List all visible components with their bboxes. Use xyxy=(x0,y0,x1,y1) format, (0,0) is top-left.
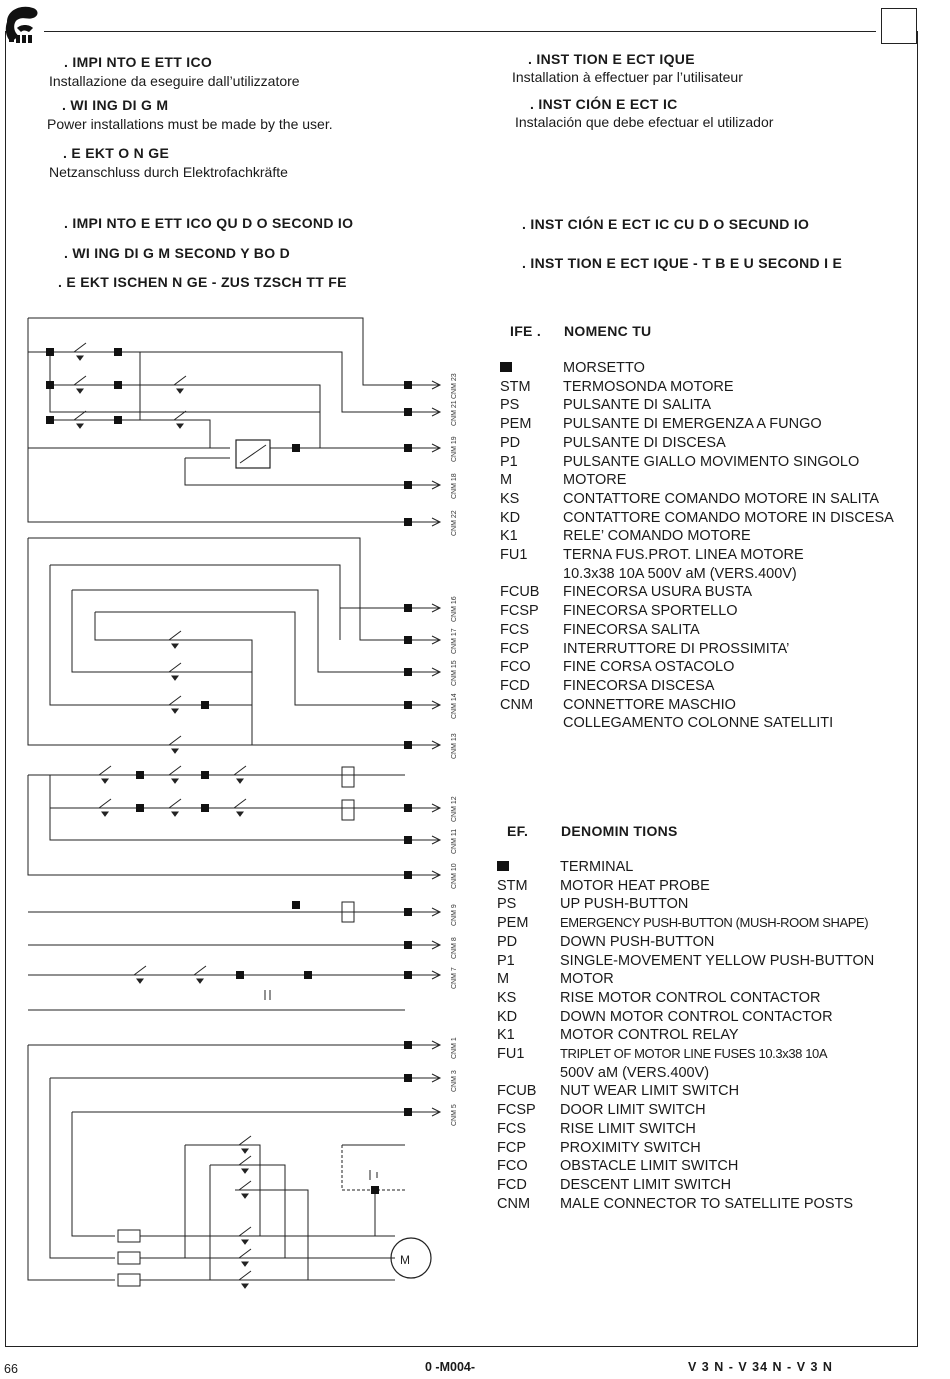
legend-code: FU1 xyxy=(497,1046,525,1063)
pin-label: CNM 22 xyxy=(451,510,458,536)
header-es-title: . INST CIÓN E ECT IC xyxy=(530,96,678,112)
legend-name: EMERGENCY PUSH-BUTTON (MUSH-ROOM SHAPE) xyxy=(560,915,869,931)
legend-name: MOTORE xyxy=(563,472,627,489)
legend-name: MORSETTO xyxy=(563,360,645,376)
switch-contact xyxy=(239,1249,251,1258)
terminal-block xyxy=(404,444,412,452)
footer-document-code: 0 -M004- xyxy=(425,1360,476,1374)
pin-label: CNM 17 xyxy=(451,628,458,654)
terminal-block xyxy=(114,348,122,356)
header-fr-title: . INST TION E ECT IQUE xyxy=(528,51,695,67)
legend-name: FINECORSA SALITA xyxy=(563,621,700,638)
legend-name: FINECORSA SPORTELLO xyxy=(563,603,738,620)
legend-name: SINGLE-MOVEMENT YELLOW PUSH-BUTTON xyxy=(560,952,875,969)
legend-name: RISE MOTOR CONTROL CONTACTOR xyxy=(560,989,821,1006)
switch-contact xyxy=(239,1181,251,1190)
legend-name: DOWN MOTOR CONTROL CONTACTOR xyxy=(560,1008,833,1025)
motor-label: M xyxy=(400,1253,410,1267)
pin-label: CNM 3 xyxy=(451,1070,458,1092)
schematic-terminals xyxy=(46,348,412,1194)
pin-label: CNM 23 xyxy=(451,373,458,399)
legend-en-head-ref: EF. xyxy=(507,823,529,839)
legend-name: PROXIMITY SWITCH xyxy=(560,1139,701,1156)
legend-name: 10.3x38 10A 500V aM (VERS.400V) xyxy=(563,565,797,582)
legend-name: DOOR LIMIT SWITCH xyxy=(560,1102,706,1119)
terminal-block xyxy=(46,348,54,356)
footer-model-list: V 3 N - V 34 N - V 3 N xyxy=(688,1360,833,1374)
switch-contact xyxy=(169,631,181,640)
legend-name: MOTOR CONTROL RELAY xyxy=(560,1027,739,1044)
legend-code: FCSP xyxy=(497,1102,536,1119)
legend-name: RELE’ COMANDO MOTORE xyxy=(563,528,751,545)
pin-label: CNM 19 xyxy=(451,436,458,462)
legend-name: DOWN PUSH-BUTTON xyxy=(560,933,715,950)
switch-contact xyxy=(169,663,181,672)
legend-code: FCS xyxy=(500,621,529,638)
terminal-block xyxy=(404,381,412,389)
switch-contact xyxy=(239,1156,251,1165)
header-it-title: . IMPI NTO E ETT ICO xyxy=(64,54,213,70)
legend-name: UP PUSH-BUTTON xyxy=(560,896,689,913)
legend-code: FCD xyxy=(497,1176,527,1193)
header-fr-subtitle: Installation à effectuer par l’utilisateur xyxy=(512,69,743,85)
legend-code: M xyxy=(500,472,513,489)
legend-code: FU1 xyxy=(500,547,528,564)
terminal-block xyxy=(404,1108,412,1116)
legend-code: PS xyxy=(500,397,520,414)
terminal-block xyxy=(114,381,122,389)
header-de-title: . E EKT O N GE xyxy=(63,145,170,161)
legend-code: FCO xyxy=(500,659,531,676)
legend-code: FCP xyxy=(500,640,529,657)
pin-label: CNM 9 xyxy=(451,904,458,926)
pin-label: CNM 1 xyxy=(451,1037,458,1059)
pin-label: CNM 18 xyxy=(451,473,458,499)
legend-code: FCS xyxy=(497,1120,526,1137)
switch-contact xyxy=(169,799,181,808)
schematic-components xyxy=(118,440,431,1286)
legend-code: FCD xyxy=(500,677,530,694)
legend-en-head-name: DENOMIN TIONS xyxy=(561,823,678,839)
legend-name: MOTOR xyxy=(560,971,614,988)
terminal-block xyxy=(404,971,412,979)
legend-code: PEM xyxy=(500,416,532,433)
section-title-en: . WI ING DI G M SECOND Y BO D xyxy=(64,245,290,261)
pin-label: CNM 15 xyxy=(451,660,458,686)
legend-name: 500V aM (VERS.400V) xyxy=(560,1064,710,1081)
legend-name: TERMINAL xyxy=(560,859,634,875)
legend-code: FCUB xyxy=(500,584,540,601)
legend-name: CONTATTORE COMANDO MOTORE IN DISCESA xyxy=(563,509,894,526)
legend-it-head-name: NOMENC TU xyxy=(564,323,652,339)
switch-contact xyxy=(234,766,246,775)
terminal-block xyxy=(404,408,412,416)
terminal-block xyxy=(46,416,54,424)
legend-code: KD xyxy=(497,1008,518,1025)
legend-code: KS xyxy=(497,989,517,1006)
pin-label: CNM 13 xyxy=(451,733,458,759)
legend-name: PULSANTE DI SALITA xyxy=(563,397,711,414)
schematic-wires xyxy=(28,318,405,1280)
legend-code: FCSP xyxy=(500,603,539,620)
legend-name: FINE CORSA OSTACOLO xyxy=(563,659,735,676)
terminal-block xyxy=(404,836,412,844)
terminal-block xyxy=(136,771,144,779)
legend-name: PULSANTE DI DISCESA xyxy=(563,434,726,451)
legend-code: PEM xyxy=(497,915,529,932)
legend-name: CONNETTORE MASCHIO xyxy=(563,696,736,713)
header-it-subtitle: Installazione da eseguire dall’utilizzatore xyxy=(49,73,300,89)
switch-contact xyxy=(234,799,246,808)
legend-code: K1 xyxy=(500,528,518,545)
switch-contact xyxy=(134,966,146,975)
terminal-block xyxy=(136,804,144,812)
legend-code: KD xyxy=(500,509,521,526)
legend-name: TERNA FUS.PROT. LINEA MOTORE xyxy=(563,547,804,564)
terminal-block xyxy=(292,444,300,452)
legend-name: FINECORSA USURA BUSTA xyxy=(563,584,753,601)
terminal-block xyxy=(404,701,412,709)
legend-name: OBSTACLE LIMIT SWITCH xyxy=(560,1158,739,1175)
terminal-block xyxy=(371,1186,379,1194)
switch-contact xyxy=(194,966,206,975)
legend-code: CNM xyxy=(497,1195,531,1212)
legend-code: PD xyxy=(497,933,518,950)
legend-it-head-ref: IFE . xyxy=(510,323,542,339)
pin-label: CNM 11 xyxy=(451,828,458,854)
switch-contact xyxy=(169,736,181,745)
legend-name: INTERRUTTORE DI PROSSIMITA’ xyxy=(563,640,790,657)
header-en-subtitle: Power installations must be made by the user. xyxy=(47,116,333,132)
terminal-block xyxy=(404,1074,412,1082)
terminal-block xyxy=(404,804,412,812)
legend-code: FCO xyxy=(497,1158,528,1175)
switch-contact xyxy=(174,376,186,385)
legend-name: TERMOSONDA MOTORE xyxy=(563,378,734,395)
pin-label: CNM 7 xyxy=(451,967,458,989)
switch-contact xyxy=(239,1136,251,1145)
terminal-block xyxy=(404,741,412,749)
legend-code: PD xyxy=(500,434,521,451)
terminal-block xyxy=(292,901,300,909)
terminal-block xyxy=(404,481,412,489)
legend-name: TRIPLET OF MOTOR LINE FUSES 10.3x38 10A xyxy=(560,1046,828,1062)
terminal-block xyxy=(404,908,412,916)
header-en-title: . WI ING DI G M xyxy=(62,97,169,113)
legend-code: FCP xyxy=(497,1139,526,1156)
terminal-block xyxy=(404,871,412,879)
legend-name: DESCENT LIMIT SWITCH xyxy=(560,1176,732,1193)
terminal-block xyxy=(404,1041,412,1049)
terminal-block xyxy=(404,604,412,612)
page-number: 66 xyxy=(4,1362,18,1376)
switch-contact xyxy=(239,1227,251,1236)
legend-code: STM xyxy=(500,378,531,395)
terminal-block xyxy=(404,668,412,676)
terminal-block xyxy=(404,941,412,949)
legend-name: FINECORSA DISCESA xyxy=(563,677,715,694)
header-de-subtitle: Netzanschluss durch Elektrofachkräfte xyxy=(49,164,288,180)
legend-code: K1 xyxy=(497,1027,515,1044)
terminal-block xyxy=(201,804,209,812)
section-title-es: . INST CIÓN E ECT IC CU D O SECUND IO xyxy=(522,216,810,232)
switch-contact xyxy=(99,799,111,808)
legend-name: PULSANTE DI EMERGENZA A FUNGO xyxy=(563,416,822,433)
pin-label: CNM 21 xyxy=(451,400,458,426)
terminal-block xyxy=(236,971,244,979)
section-title-it: . IMPI NTO E ETT ICO QU D O SECOND IO xyxy=(64,215,354,231)
terminal-block xyxy=(114,416,122,424)
switch-contact xyxy=(239,1271,251,1280)
pin-label: CNM 12 xyxy=(451,796,458,822)
terminal-block xyxy=(201,701,209,709)
legend-code: PS xyxy=(497,896,517,913)
legend-name: CONTATTORE COMANDO MOTORE IN SALITA xyxy=(563,490,880,507)
switch-contact xyxy=(169,766,181,775)
switch-contact xyxy=(99,766,111,775)
legend-code: P1 xyxy=(500,453,518,470)
legend-name: COLLEGAMENTO COLONNE SATELLITI xyxy=(563,715,834,732)
legend-code: M xyxy=(497,971,510,988)
pin-label: CNM 8 xyxy=(451,937,458,959)
pin-label: CNM 14 xyxy=(451,693,458,719)
terminal-block xyxy=(304,971,312,979)
section-title-fr: . INST TION E ECT IQUE - T B E U SECOND I E xyxy=(522,255,843,271)
switch-contact xyxy=(74,343,86,352)
legend-code: STM xyxy=(497,877,528,894)
legend-name: NUT WEAR LIMIT SWITCH xyxy=(560,1083,740,1100)
section-title-de: . E EKT ISCHEN N GE - ZUS TZSCH TT FE xyxy=(58,274,347,290)
legend-code: P1 xyxy=(497,952,515,969)
terminal-block xyxy=(404,518,412,526)
terminal-block xyxy=(46,381,54,389)
terminal-block xyxy=(201,771,209,779)
pin-label: CNM 10 xyxy=(451,863,458,889)
pin-label: CNM 5 xyxy=(451,1104,458,1126)
legend-code: FCUB xyxy=(497,1083,537,1100)
legend-code: KS xyxy=(500,490,520,507)
terminal-block xyxy=(404,636,412,644)
pin-label: CNM 16 xyxy=(451,596,458,622)
legend-name: MOTOR HEAT PROBE xyxy=(560,877,710,894)
legend-code: CNM xyxy=(500,696,534,713)
switch-contact xyxy=(169,696,181,705)
header-es-subtitle: Instalación que debe efectuar el utilizador xyxy=(515,114,774,130)
legend-name: PULSANTE GIALLO MOVIMENTO SINGOLO xyxy=(563,453,860,470)
legend-name: RISE LIMIT SWITCH xyxy=(560,1120,696,1137)
switch-contact xyxy=(74,376,86,385)
legend-name: MALE CONNECTOR TO SATELLITE POSTS xyxy=(560,1195,854,1212)
